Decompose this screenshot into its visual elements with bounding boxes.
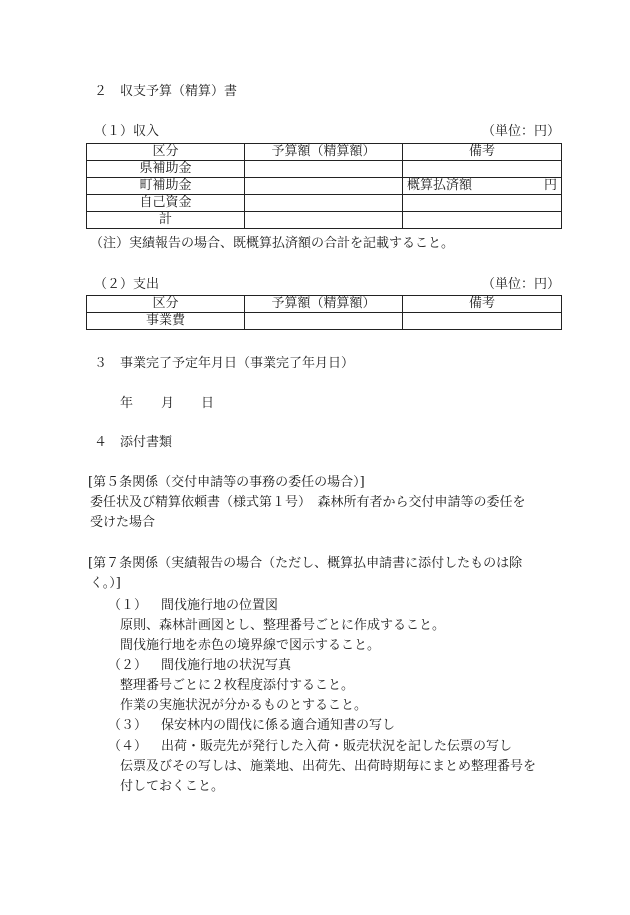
income-note: （注）実績報告の場合、既概算払済額の合計を記載すること。	[90, 236, 455, 251]
expense-table	[86, 295, 562, 330]
expense-header-row	[87, 296, 562, 313]
income-row-note	[403, 178, 562, 195]
art7-item4-sub1: 伝票及びその写しは、施業地、出荷先、出荷時期毎にまとめ整理番号を	[120, 759, 537, 774]
income-row-note	[403, 195, 562, 212]
art7-item-number: （４）	[108, 739, 148, 754]
art7-item2-sub2: 作業の実施状況が分かるものとすること。	[120, 698, 368, 713]
income-row-amount	[245, 195, 403, 212]
income-label: （１）収入	[94, 124, 160, 139]
expense-label: （２）支出	[94, 277, 160, 292]
income-row-category: 県補助金	[87, 161, 245, 178]
income-unit: （単位：円）	[481, 124, 560, 139]
income-header-category: 区分	[87, 144, 245, 161]
art7-title-line2: く。）]	[90, 576, 121, 591]
income-row-amount	[245, 178, 403, 195]
income-table	[86, 143, 562, 229]
section4-heading: ４ 添付書類	[94, 435, 173, 450]
expense-header-amount: 予算額（精算額）	[245, 296, 403, 313]
expense-row-category: 事業費	[87, 313, 245, 330]
income-row	[87, 161, 562, 178]
expense-unit: （単位：円）	[481, 277, 560, 292]
art7-item-text: 出荷・販売先が発行した入荷・販売状況を記した伝票の写し	[161, 739, 513, 754]
income-total-note	[403, 212, 562, 229]
art5-line1: 委任状及び精算依頼書（様式第１号） 森林所有者から交付申請等の委任を	[90, 495, 526, 510]
income-row	[87, 195, 562, 212]
art7-item2-sub1: 整理番号ごとに２枚程度添付すること。	[120, 678, 355, 693]
art5-title: [第５条関係（交付申請等の事務の委任の場合）]	[88, 475, 365, 490]
date-month-label: 月	[161, 396, 175, 411]
income-total-amount	[245, 212, 403, 229]
expense-header-category: 区分	[87, 296, 245, 313]
income-row-category: 町補助金	[87, 178, 245, 195]
art7-item-number: （３）	[108, 718, 148, 733]
income-header-row	[87, 144, 562, 161]
art7-item-number: （１）	[108, 598, 148, 613]
art7-item-text: 間伐施行地の状況写真	[161, 658, 292, 673]
income-row-note	[403, 161, 562, 178]
expense-row	[87, 313, 562, 330]
income-total-row	[87, 212, 562, 229]
art7-item4-sub2: 付しておくこと。	[120, 779, 225, 794]
art7-item1-sub1: 原則、森林計画図とし、整理番号ごとに作成すること。	[120, 618, 446, 633]
date-year-label: 年	[120, 396, 134, 411]
section2-heading: ２ 収支予算（精算）書	[94, 84, 238, 99]
income-row	[87, 178, 562, 195]
income-total-label: 計	[87, 212, 245, 229]
date-day-label: 日	[201, 396, 215, 411]
section3-heading: ３ 事業完了予定年月日（事業完了年月日）	[94, 356, 355, 371]
expense-header-note: 備考	[403, 296, 562, 313]
income-header-amount: 予算額（精算額）	[245, 144, 403, 161]
art7-title-line1: [第７条関係（実績報告の場合（ただし、概算払申請書に添付したものは除	[88, 556, 523, 571]
advance-paid-unit: 円	[543, 178, 557, 193]
art7-item-number: （２）	[108, 658, 148, 673]
art5-line2: 受けた場合	[90, 515, 156, 530]
art7-item1-sub2: 間伐施行地を赤色の境界線で図示すること。	[120, 638, 381, 653]
expense-row-amount	[245, 313, 403, 330]
income-header-note: 備考	[403, 144, 562, 161]
art7-item-text: 保安林内の間伐に係る適合通知書の写し	[161, 718, 396, 733]
advance-paid-label: 概算払済額	[407, 178, 473, 193]
income-row-category: 自己資金	[87, 195, 245, 212]
income-row-amount	[245, 161, 403, 178]
expense-row-note	[403, 313, 562, 330]
art7-item-text: 間伐施行地の位置図	[161, 598, 279, 613]
